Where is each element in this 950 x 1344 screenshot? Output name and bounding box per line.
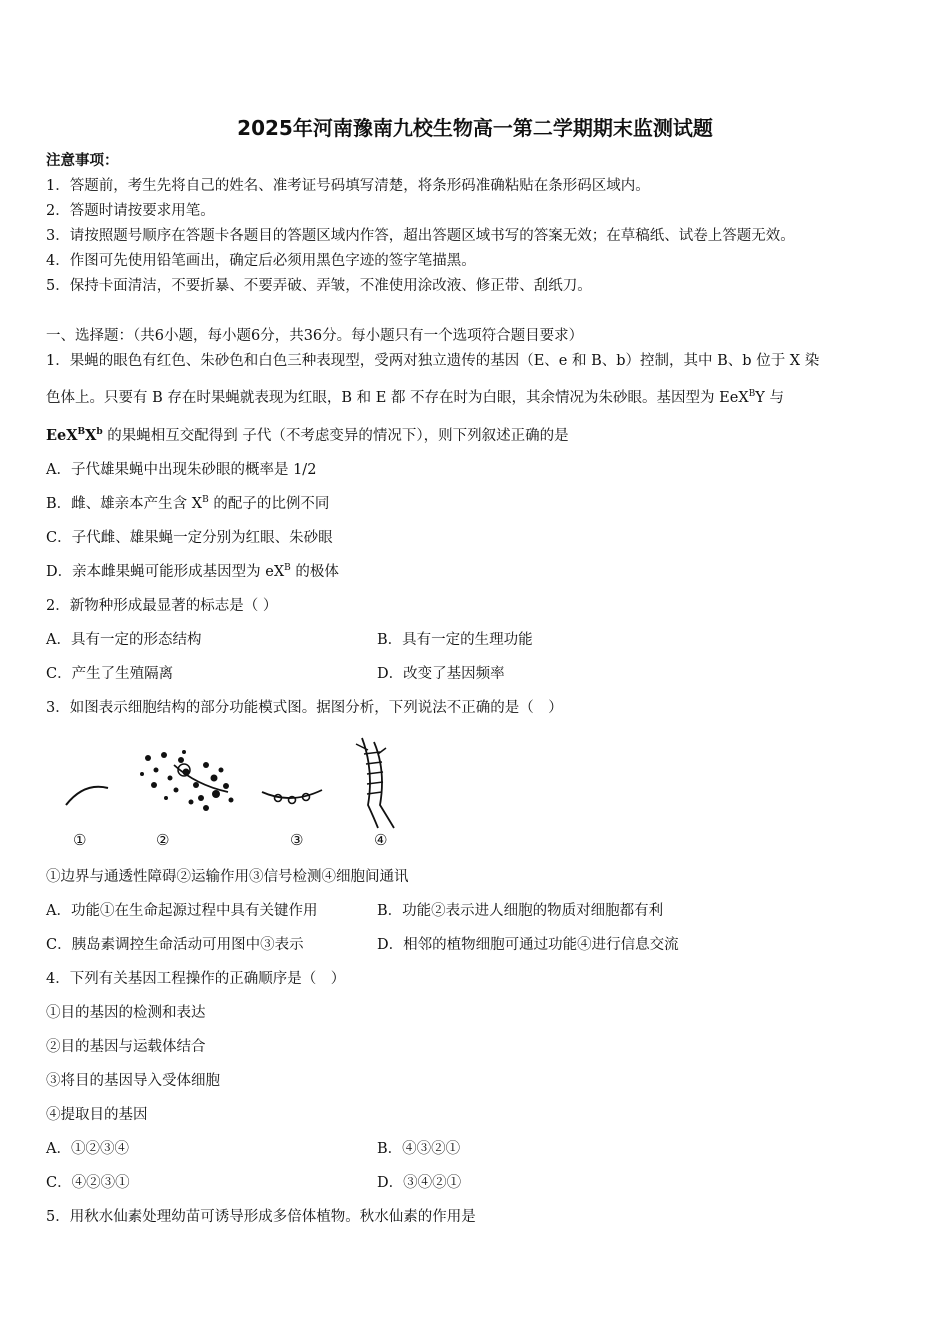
section-heading: 一、选择题：（共6小题，每小题6分，共36分。每小题只有一个选项符合题目要求） [46,328,584,344]
notice-item: 3．请按照题号顺序在答题卡各题目的答题区域内作答，超出答题区域书写的答案无效；在草稿纸、试卷上答题无效。 [46,228,795,244]
figure-label-4: ④ [374,831,388,849]
figure-label-2: ② [156,831,170,849]
q2-stem: 2．新物种形成最显著的标志是（ ） [46,598,278,614]
notice-item: 2．答题时请按要求用笔。 [46,203,215,219]
q1-stem-line3: $EeX^BX^b$ 的果蝇相互交配得到 子代（不考虑变异的情况下），则下列叙述正确的是 [46,427,569,444]
q4-option-b[interactable]: B．④③②① [377,1141,461,1157]
cell-function-diagram [56,730,416,830]
notice-heading: 注意事项： [46,152,119,169]
q3-option-c[interactable]: C．胰岛素调控生命活动可用图中③表示 [46,937,304,953]
q3-stem: 3．如图表示细胞结构的部分功能模式图。据图分析，下列说法不正确的是（ ） [46,700,563,716]
page-title: 2025年河南豫南九校生物高一第二学期期末监测试题 [237,116,713,140]
q5-stem: 5．用秋水仙素处理幼苗可诱导形成多倍体植物。秋水仙素的作用是 [46,1209,476,1225]
q4-stem: 4．下列有关基因工程操作的正确顺序是（ ） [46,971,346,987]
membrane-curve [66,787,108,805]
notice-item: 4．作图可先使用铅笔画出，确定后必须用黑色字迹的签字笔描黑。 [46,253,476,269]
q2-option-b[interactable]: B．具有一定的生理功能 [377,632,533,648]
q1-option-b[interactable]: B．雌、雄亲本产生含 $X^B$ 的配子的比例不同 [46,495,330,512]
notice-item: 5．保持卡面清洁，不要折暴、不要弄破、弄皱，不准使用涂改液、修正带、刮纸刀。 [46,278,592,294]
q4-option-c[interactable]: C．④②③① [46,1175,130,1191]
notice-item: 1．答题前，考生先将自己的姓名、准考证号码填写清楚，将条形码准确粘贴在条形码区域内。 [46,178,650,194]
q2-option-d[interactable]: D．改变了基因频率 [377,666,505,682]
figure-label-3: ③ [290,831,304,849]
q4-step: ③将目的基因导入受体细胞 [46,1073,220,1089]
q4-step: ②目的基因与运载体结合 [46,1039,206,1055]
q3-option-b[interactable]: B．功能②表示进人细胞的物质对细胞都有利 [377,903,664,919]
cell-function-figure [56,730,416,855]
figure-label-1: ① [73,831,87,849]
q2-option-c[interactable]: C．产生了生殖隔离 [46,666,174,682]
q3-option-d[interactable]: D．相邻的植物细胞可通过功能④进行信息交流 [377,937,679,953]
q2-option-a[interactable]: A．具有一定的形态结构 [46,632,202,648]
q1-stem-line1: 1．果蝇的眼色有红色、朱砂色和白色三种表现型，受两对独立遗传的基因（E、e 和 B、b）控制，其中 B、b 位于 X 染 [46,353,820,369]
q1-option-d[interactable]: D．亲本雌果蝇可能形成基因型为 $eX^B$ 的极体 [46,563,339,580]
transport-particles [140,750,234,811]
q3-figure-caption: ①边界与通透性障碍②运输作用③信号检测④细胞间通讯 [46,869,409,885]
cell-wall-right [374,742,394,828]
q4-step: ①目的基因的检测和表达 [46,1005,206,1021]
q1-option-c[interactable]: C．子代雌、雄果蝇一定分别为红眼、朱砂眼 [46,530,333,546]
q4-option-d[interactable]: D．③④②① [377,1175,462,1191]
q1-stem-line2: 色体上。只要有 B 存在时果蝇就表现为红眼，B 和 E 都 不存在时为白眼，其余情况为朱砂眼。基因型为 EeX$^B$Y 与 [46,389,784,406]
q4-option-a[interactable]: A．①②③④ [46,1141,129,1157]
q4-step: ④提取目的基因 [46,1107,148,1123]
q3-option-a[interactable]: A．功能①在生命起源过程中具有关键作用 [46,903,318,919]
q1-option-a[interactable]: A．子代雄果蝇中出现朱砂眼的概率是 1/2 [46,462,317,478]
